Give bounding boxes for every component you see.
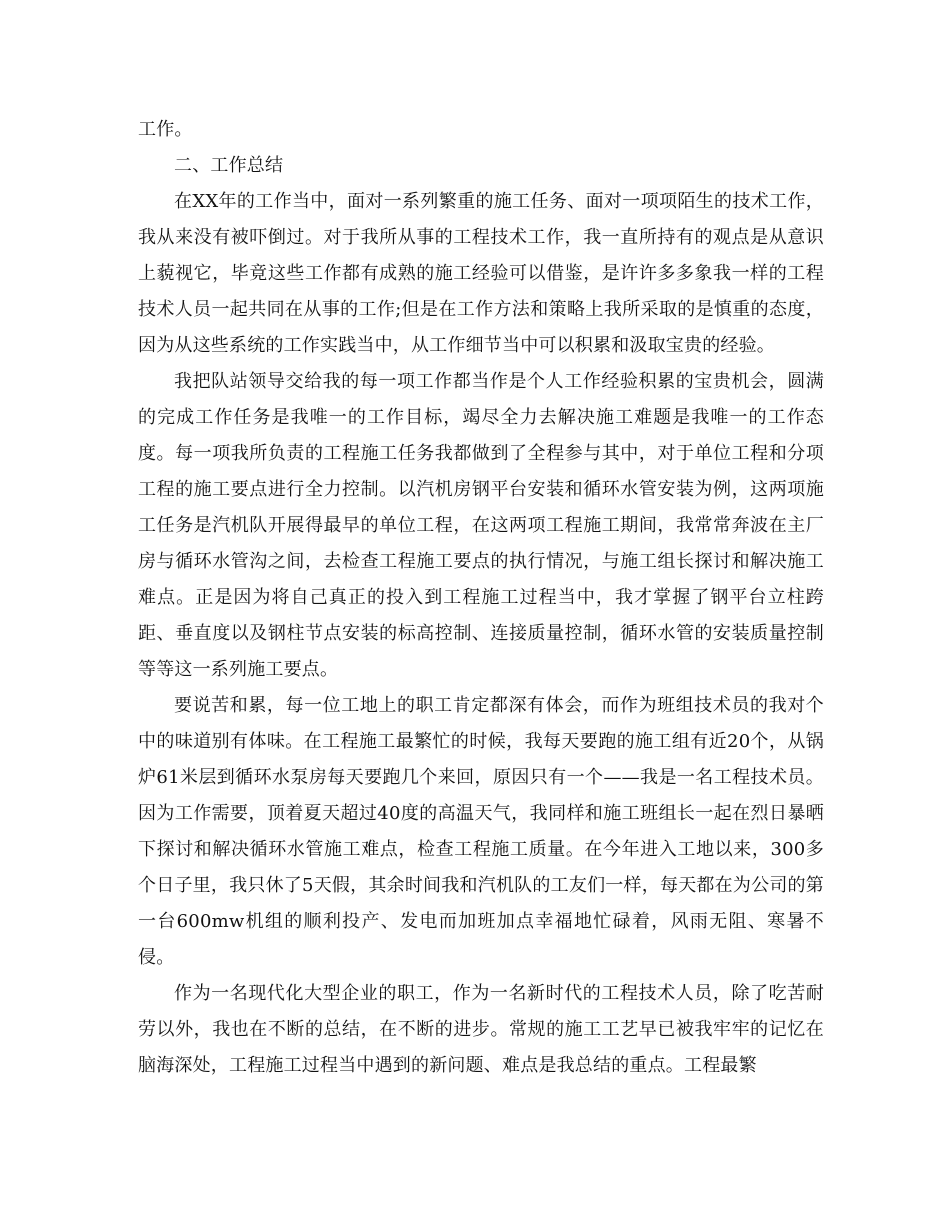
section-heading: 二、工作总结 <box>174 155 284 176</box>
paragraph: 要说苦和累，每一位工地上的职工肯定都深有体会，而作为班组技术员的我对个中的味道别有体味。在工程施工最繁忙的时候，我每天要跑的施工组有近20个，从锅炉61米层到循环水泵房每天要跑几个来回，原因只有一个——我是一名工程技术员。因为工作需要，顶着夏天超过40度的高温天气，我同样和施工班组长一起在烈日暴晒下探讨和解决循环水管施工难点，检查工程施工质量。在今年进入工地以来，300多个日子里，我只休了5天假，其余时间我和汽机队的工友们一样，每天都在为公司的第一台600mw机组的顺利投产、发电而加班加点幸福地忙碌着，风雨无阻、寒暑不侵。 <box>138 695 824 968</box>
paragraph: 在XX年的工作当中，面对一系列繁重的施工任务、面对一项项陌生的技术工作，我从来没有被吓倒过。对于我所从事的工程技术工作，我一直所持有的观点是从意识上藐视它，毕竟这些工作都有成熟的施工经验可以借鉴，是许许多多象我一样的工程技术人员一起共同在从事的工作;但是在工作方法和策略上我所采取的是慎重的态度，因为从这些系统的工作实践当中，从工作细节当中可以积累和汲取宝贵的经验。 <box>138 191 824 356</box>
paragraph: 作为一名现代化大型企业的职工，作为一名新时代的工程技术人员，除了吃苦耐劳以外，我也在不断的总结，在不断的进步。常规的施工工艺早已被我牢牢的记忆在脑海深处，工程施工过程当中遇到的新问题、难点是我总结的重点。工程最繁 <box>138 983 824 1076</box>
document-body <box>138 112 824 1084</box>
paragraph-continuation: 工作。 <box>138 119 193 140</box>
paragraph: 我把队站领导交给我的每一项工作都当作是个人工作经验积累的宝贵机会，圆满的完成工作任务是我唯一的工作目标，竭尽全力去解决施工难题是我唯一的工作态度。每一项我所负责的工程施工任务我都做到了全程参与其中，对于单位工程和分项工程的施工要点进行全力控制。以汽机房钢平台安装和循环水管安装为例，这两项施工任务是汽机队开展得最早的单位工程，在这两项工程施工期间，我常常奔波在主厂房与循环水管沟之间，去检查工程施工要点的执行情况，与施工组长探讨和解决施工难点。正是因为将自己真正的投入到工程施工过程当中，我才掌握了钢平台立柱跨距、垂直度以及钢柱节点安装的标高控制、连接质量控制，循环水管的安装质量控制等等这一系列施工要点。 <box>138 371 824 680</box>
